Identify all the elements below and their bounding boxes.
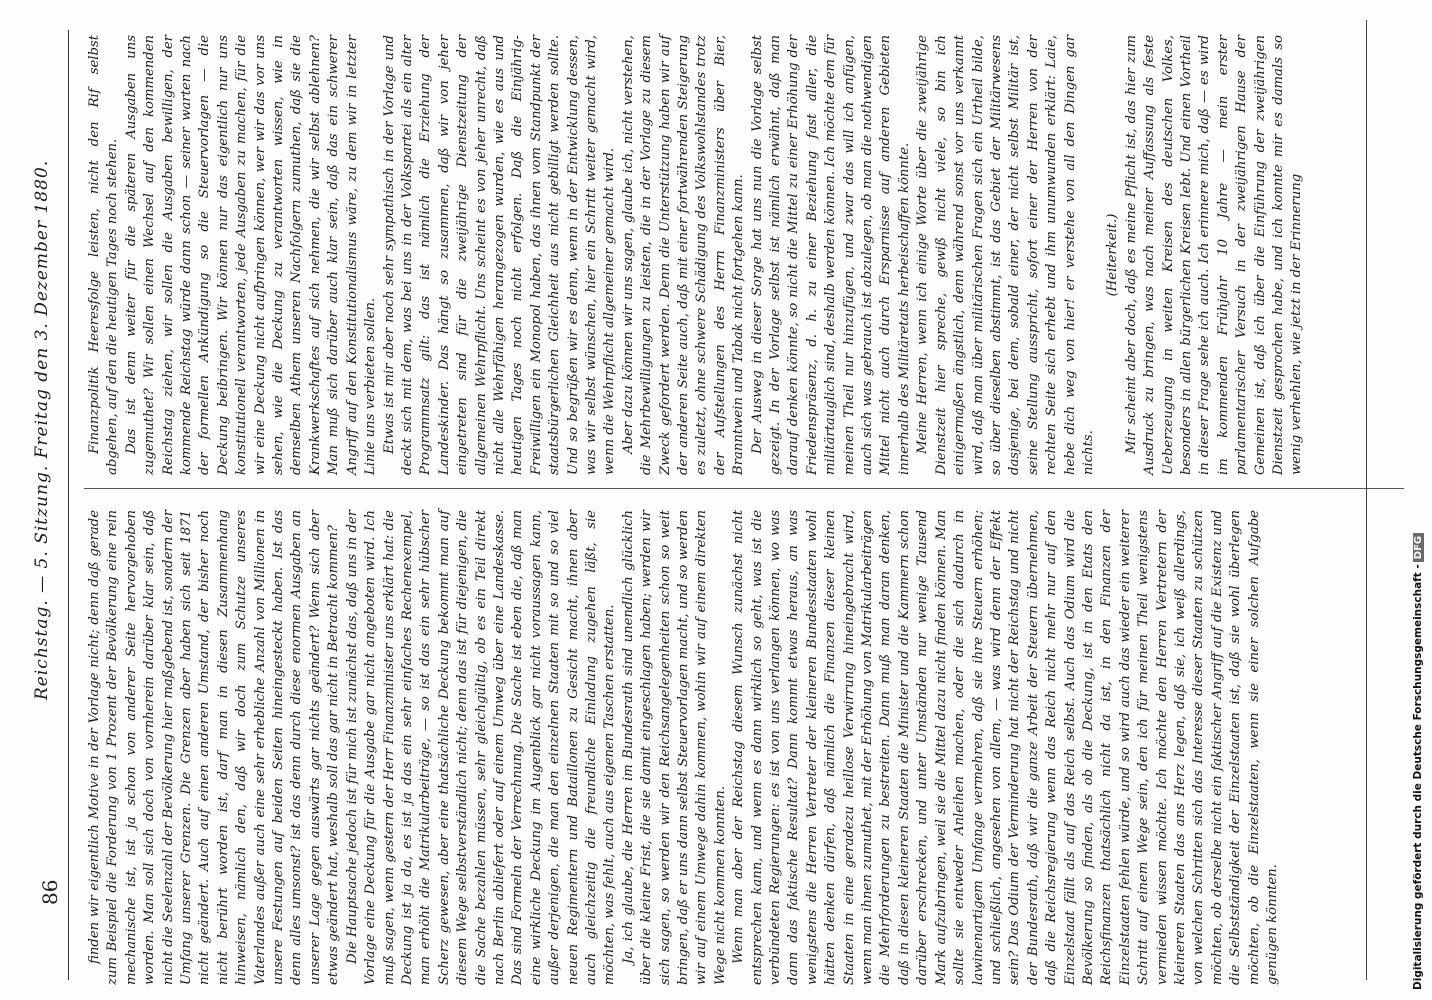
paragraph: Finanzpolitik Heeresfolge leisten, nicht den Rif selbst abgehen, auf den die heutigen Tages noch stehen. (87, 35, 121, 475)
digitization-credit (1412, 533, 1424, 990)
paragraph: Aber dazu können wir uns sagen, glaube ich, nicht verstehen, die Mehrbewilligungen zu leisten, die in der Vorlage zu diesem Zweck gefordert werden. Denn die Unterstützung haben wir auf der anderen Seite auch, daß mit einer fortwährenden Steigerung es zuletzt, ohne schwere Schädigung des Volkswohlstandes trotz der Aufstellungen des Herrn Finanzministers über Bier, Branntwein und Tabak nicht fortgehen kann. (620, 35, 747, 475)
running-head: Reichstag. — 5. Sitzung. Freitag den 3. Dezember 1880. (32, 159, 52, 700)
paragraph: Wenn man aber der Reichstag diesem Wunsch zunächst nicht entsprechen kann, und wenn es dann wirklich so geht, was ist die verbündeten Regierungen: es ist von uns verlangen können, wo was dann das faktische Resultat? Dann kommt etwas heraus, an was wenigstens die Herren Vertreter der kleineren Bundesstaaten wohl hätten denken dürfen, daß nämlich die Finanzen dieser kleinen Staaten in eine geradezu heillose Verwirrung hineingebracht wird, wenn man ihnen zumuthet, mit der Erhöhung von Matrikularbeiträgen die Mehrforderungen zu bestreiten. Dann muß man daran denken, daß in diesen kleineren Staaten die Minister und die Kammern schon darüber erschrecken, und unter Umständen nur wenige Tausend Mark aufzubringen, weil sie die Mittel dazu nicht finden können. Man sollte sie entweder Anleihen machen, oder die sich dadurch in lawinenartigem Umfange vermehren, daß sie ihre Steuern erhöhen; und schließlich, angesehen von allem, — was wird denn der Effekt sein? Das Odium der Verminderung hat nicht der Reichstag und nicht der Bundesrath, daß wir die ganze Arbeit der Steuern übernehmen, daß die Reichsregierung wenn das Reich nicht mehr nur auf den Einzelstaat fällt als auf das Reich selbst. Auch das Odium wird die Bevölkerung so finden, als ob die Deckung, ist in den Etats den Reichsfinanzen thatsächlich nicht da ist, in den Finanzen der Einzelstaaten fehlen würde, und so wird auch das wieder ein weiterer Schritt auf einem Wege sein, den ich für meinen Theil wenigstens vermieden wissen möchte. Ich möchte den Herren Vertretern der kleineren Staaten das ans Herz legen, daß sie, ich weiß allerdings, von welchen Schritten sich das Interesse dieser Staaten zu schützen möchten, ob derselbe nicht ein faktischer Angriff auf die Existenz und die Selbstständigkeit der Einzelstaaten ist, daß sie wohl überlegen möchten, ob die Einzelstaaten, wenn sie einer solchen Aufgabe genügen könnten. (731, 510, 1280, 985)
text-column-left (86, 510, 1280, 985)
credit-text: Digitalisierung gefördert durch die Deutsche Forschungsgemeinschaft - (1412, 564, 1424, 990)
paragraph: Das ist denn weiter für die späteren Ausgaben uns zugemuthet? Wir sollen einen Wechsel auf den kommenden Reichstag ziehen, wir sollen die Ausgaben bewilligen, der kommende Reichstag würde dann schon — seiner warten nach der formellen Ankündigung so die Steuervorlagen — die Deckung beibringen. Wir können nur das eigentlich nur uns konstitutionell verantworten, jede Ausgaben zu machen, für die wir eine Deckung nicht aufbringen können, wer wir das vor uns sehen, wie die Deckung zu verantworten wissen, wie in demselben Athem unseren Nachfolgern zumuthen, daß sie die Krankwerkschaftes auf sich nehmen, die wir selbst ablehnen? Man muß sich darüber auch klar sein, daß das ein schwerer Angriff auf den Konstitutionalismus wäre, zu dem wir in letzter Linie uns verbieten sollen. (123, 35, 379, 475)
dfg-logo: DFG (1413, 533, 1424, 562)
page-edge-rule (1366, 20, 1367, 980)
paragraph: Die Hauptsache jedoch ist für mich ist zunächst das, daß uns in der Vorlage eine Deckung für die Ausgabe gar nicht angeboten wird. Ich muß sagen, wenn gestern der Herr Finanzminister uns erklärt hat: die Deckung ist ja da, es ist ja das ein sehr einfaches Rechenexempel, man erhöht die Matrikularbeiträge, — so ist das ein sehr hübscher Scherz gewesen, aber eine thatsächliche Deckung bekommt man auf diesem Wege selbstverständlich nicht; denn das ist für diejenigen, die die Sache bezahlen müssen, sehr gleichgültig, ob es ein Teil direkt nach Berlin abliefert oder auf einem Umweg über eine Landeskasse. Das sind Formeln der Verrechnung. Die Sache ist eben die, daß man eine wirkliche Deckung im Augenblick gar nicht voraussagen kann, außer derjenigen, die man den einzelnen Staaten mit so und so viel neuen Regimentern und Bataillonen zu Gesicht macht, ihnen aber auch gleichzeitig die freundliche Einladung zugehen läßt, sie möchten, was fehlt, auch aus eigenen Taschen erstatten. (344, 510, 618, 985)
paragraph: finden wir eigentlich Motive in der Vorlage nicht; denn daß gerade zum Beispiel die Forderung von 1 Prozent der Bevölkerung eine rein mechanische ist, ist ja schon von anderer Seite hervorgehoben worden. Man soll sich doch von vornherein darüber klar sein, daß nicht die Seelenzahl der Bevölkerung hier maßgebend ist, sondern der Umfang unserer Grenzen. Die Grenzen aber haben sich seit 1871 nicht geändert. Auch auf einen anderen Umstand, der bisher noch nicht berührt worden ist, darf man in diesen Zusammenhang hinweisen, nämlich den, daß wir doch zum Schutze unseres Vaterlandes außer auch eine sehr erhebliche Anzahl von Millionen in unsere Festungen auf beiden Seiten hineingesteckt haben. Ist das denn alles umsonst? ist das denn durch diese enormen Ausgaben an unserer Lage gegen auswärts gar nichts geändert? Wenn sich aber etwas geändert hat, weshalb soll das gar nicht in Betracht kommen? (87, 510, 342, 985)
text-column-right (86, 35, 1305, 475)
paragraph: Etwas ist mir aber noch sehr sympathisch in der Vorlage und deckt sich mit dem, was bei uns in der Volkspartei als ein alter Programmsatz gilt: das ist nämlich die Erziehung der Landeskinder. Das hängt so zusammen, daß wir von jeher eingetreten sind für die zweijährige Dienstzeitung der allgemeinen Wehrpflicht. Uns scheint es von jeher unrecht, daß nicht alle Wehrfähigen herangezogen wurden, wie es aus und heutigen Tages noch nicht erfolgen. Daß die Einjährig-Freiwilligen ein Monopol haben, das ihnen vom Standpunkt der staatsbürgerlichen Gleichheit aus nicht gebilligt werden sollte. Und so begrüßen wir es denn, wenn in der Entwicklung dessen, was wir selbst wünschen, hier ein Schritt weiter gemacht wird, wenn die Wehrpflicht allgemeiner gemacht wird. (381, 35, 618, 475)
paragraph: Der Ausweg in dieser Sorge hat uns nun die Vorlage selbst gezeigt. In der Vorlage selbst ist nämlich erwähnt, daß man darauf denken könnte, so nicht die Mittel zu einer Erhöhung der Friedenspräsenz, d. h. zu einer Beziehung fast aller, die militärtauglich sind, deshalb werden können. Ich möchte dem für meinen Theil nur hinzufügen, und zwar das will ich anfügen, auch sich was gebrauch ist abzulegen, ob man die nothwendigen Mittel nicht auch durch Ersparnisse auf anderen Gebieten innerhalb des Militäretats herbeischaffen könnte. (749, 35, 912, 475)
column-divider (84, 488, 1404, 489)
interjection: (Heiterkeit.) (1105, 213, 1121, 297)
paragraph: Mir scheint aber doch, daß es meine Pflicht ist, das hier zum Ausdruck zu bringen, was nach meiner Auffassung als feste Ueberzeugung in weiten Kreisen des deutschen Volkes, besonders in allen bürgerlichen Kreisen lebt. Und einen Vortheil in dieser Frage sehe ich auch. Ich erinnere mich, daß — es wird im kommenden Frühjahr 10 Jahre — mein erster parlamentarischer Versuch in der zweijährigen Hause der Gemeinen ist, daß ich über die Einführung der zweijährigen Dienstzeit gesprochen habe, und ich konnte mir es damals so wenig verhehlen, wie jetzt in der Erinnerung (1123, 35, 1305, 475)
header-rule (68, 30, 69, 980)
page-number: 86 (38, 879, 62, 905)
paragraph: Ja, ich glaube, die Herren im Bundesrath sind unendlich glücklich über die kleine Frist, die sie damit eingeschlagen haben; werden wir sich sagen, so werden wir den Reichsangelegenheiten schon so weit bringen, daß er uns dann selbst Steuervorlagen macht, und so werden wir auf einem Umwege dahin kommen, wohin wir auf einem direkten Wege nicht kommen konnten. (620, 510, 728, 985)
paragraph: Meine Herren, wenn ich einige Worte über die zweijährige Dienstzeit hier spreche, gewiß nicht viele, so bin ich einigermaßen ängstlich, denn während sonst vor uns verkannt wird, daß man über militärischen Fragen sich ein Urtheil bilde, so über dieselben abstimmt, ist das Gebiet der Militärwesens dasjenige, bei dem, sobald einer, der nicht selbst Militär ist, seine Stellung ausspricht, sofort einer der Herren von der rechten Seite sich erhebt und ihm unumwunden erklärt: Laie, hebe dich weg von hier! er verstehe von all den Dingen gar nichts. (915, 35, 1096, 475)
